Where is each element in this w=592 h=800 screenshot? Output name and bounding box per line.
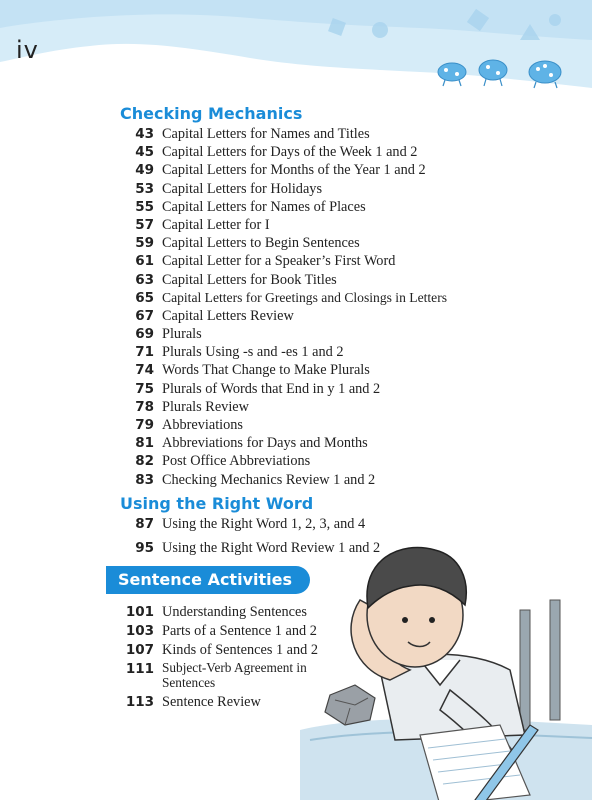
toc-entry[interactable] [120, 694, 332, 713]
toc-entry-title: Plurals of Words that End in y 1 and 2 [162, 380, 381, 397]
toc-entry[interactable] [120, 144, 447, 162]
toc-page-number: 75 [135, 380, 154, 397]
toc-entry[interactable] [120, 381, 447, 399]
page-number: iv [16, 36, 39, 64]
toc-entry[interactable] [120, 272, 447, 290]
toc-entry[interactable] [120, 162, 447, 180]
toc-page-number: 49 [135, 162, 154, 179]
toc-entry-title: Subject-Verb Agreement in Sentences [162, 660, 307, 691]
toc-entry-title: Capital Letters for Greetings and Closings in Letters [162, 289, 448, 305]
toc-entry-title: Capital Letters for Book Titles [162, 271, 337, 288]
toc-entry-title: Abbreviations for Days and Months [162, 435, 368, 452]
toc-page-number: 83 [135, 471, 154, 488]
toc-entry-title: Sentence Review [162, 694, 261, 711]
toc-entry[interactable] [120, 217, 447, 235]
header-wave-band [0, 0, 592, 95]
toc-entry[interactable] [120, 308, 447, 326]
toc-entry[interactable] [120, 660, 332, 690]
toc-entry[interactable] [120, 326, 447, 344]
toc-entry[interactable] [120, 399, 447, 417]
toc-page-number: 45 [135, 144, 154, 161]
toc-page-number: 79 [135, 417, 154, 433]
toc-page-number: 95 [135, 540, 154, 556]
toc-page-number: 59 [135, 235, 154, 252]
toc-entry-title: Capital Letters for Holidays [162, 180, 323, 197]
toc-entry-title: Capital Letter for a Speaker’s First Word [162, 253, 396, 270]
toc-entry[interactable] [120, 290, 447, 308]
toc-entry[interactable] [120, 472, 447, 490]
toc-entry-title: Capital Letters for Names of Places [162, 198, 366, 215]
sentence-activities-list [120, 604, 332, 713]
toc-page-number: 65 [135, 289, 154, 306]
toc-page-number: 113 [125, 694, 154, 711]
toc-entry[interactable] [120, 181, 447, 199]
toc-page-number: 82 [135, 453, 154, 470]
toc-page-number: 103 [125, 622, 154, 639]
toc-entry[interactable] [120, 362, 447, 380]
toc-entry-title: Words That Change to Make Plurals [162, 362, 370, 379]
toc-page-number: 67 [135, 307, 154, 324]
toc-entry-title: Using the Right Word Review 1 and 2 [162, 540, 381, 556]
toc-entry[interactable] [120, 126, 447, 144]
toc-entry-title: Plurals Using -s and -es 1 and 2 [162, 344, 344, 361]
toc-entry[interactable] [120, 435, 447, 453]
toc-entry-title: Plurals Review [162, 398, 249, 415]
toc-page-number: 43 [135, 126, 154, 142]
toc-entry[interactable] [120, 604, 332, 623]
toc-page-number: 69 [135, 326, 154, 343]
toc-page-number: 63 [135, 271, 154, 288]
toc-page-number: 107 [125, 641, 154, 658]
toc-entry[interactable] [120, 235, 447, 253]
toc-entry-title: Capital Letters to Begin Sentences [162, 235, 360, 252]
toc-entry[interactable] [120, 344, 447, 362]
toc-page-number: 111 [125, 661, 154, 678]
toc-entry-title: Parts of a Sentence 1 and 2 [162, 622, 317, 639]
section-heading-sentence-activities: Sentence Activities [106, 566, 310, 594]
toc-entry-title: Abbreviations [162, 417, 243, 433]
toc-page-number: 57 [135, 216, 154, 233]
toc-page-number: 55 [135, 198, 154, 215]
toc-entry[interactable] [120, 199, 447, 217]
toc-entry-title: Capital Letters for Days of the Week 1 and 2 [162, 144, 418, 161]
toc-page-number: 78 [135, 398, 154, 415]
toc-entry-title: Understanding Sentences [162, 604, 307, 620]
boy-at-desk-illustration [300, 520, 592, 800]
toc-entry-title: Checking Mechanics Review 1 and 2 [162, 471, 376, 488]
toc-entry[interactable] [120, 417, 447, 435]
section-heading-checking-mechanics: Checking Mechanics [120, 104, 303, 123]
toc-page-number: 61 [135, 253, 154, 270]
toc-entry-title: Capital Letter for I [162, 216, 270, 233]
toc-entry[interactable] [120, 453, 447, 471]
toc-entry-title: Plurals [162, 326, 202, 343]
toc-entry[interactable] [120, 623, 332, 642]
toc-entry[interactable] [120, 642, 332, 661]
toc-entry-title: Using the Right Word 1, 2, 3, and 4 [162, 516, 366, 532]
section-heading-using-right-word: Using the Right Word [120, 494, 314, 513]
toc-entry-title: Post Office Abbreviations [162, 453, 311, 470]
toc-entry-title: Capital Letters for Names and Titles [162, 126, 370, 142]
checking-mechanics-list [120, 126, 447, 490]
toc-page-number: 71 [135, 344, 154, 361]
toc-entry-title: Capital Letters for Months of the Year 1 and 2 [162, 162, 426, 179]
toc-entry-title: Kinds of Sentences 1 and 2 [162, 641, 319, 658]
toc-entry-title: Capital Letters Review [162, 307, 294, 324]
toc-page-number: 74 [135, 362, 154, 379]
toc-page-number: 81 [135, 435, 154, 452]
toc-page-number: 53 [135, 180, 154, 197]
toc-page-number: 87 [135, 516, 154, 532]
toc-page-number: 101 [125, 604, 154, 620]
toc-entry[interactable] [120, 253, 447, 271]
